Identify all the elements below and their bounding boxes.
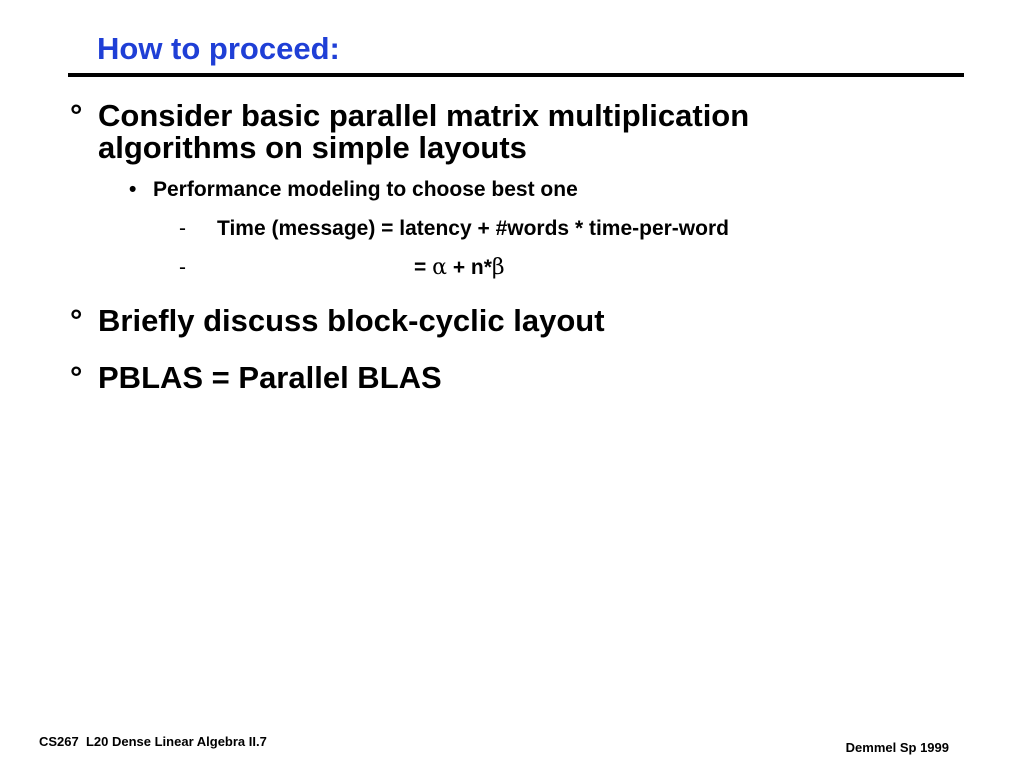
slide-title: How to proceed: — [97, 31, 340, 66]
bullet-text-line1: Consider basic parallel matrix multiplication — [98, 98, 750, 133]
dash-bullet-marker: - — [179, 217, 186, 240]
sub-sub-bullet-text: Time (message) = latency + #words * time-per-word — [217, 217, 729, 240]
n-times: n* — [470, 256, 492, 279]
footer-course-label: CS267 L20 Dense Linear Algebra II.7 — [39, 734, 267, 749]
bullet-text: PBLAS = Parallel BLAS — [98, 360, 442, 395]
degree-bullet-marker: ° — [70, 303, 83, 338]
plus-sign: + — [452, 256, 466, 279]
dash-bullet-marker: - — [179, 256, 186, 279]
footer-author-label: Demmel Sp 1999 — [845, 740, 949, 755]
dot-bullet-marker: • — [129, 178, 137, 201]
beta-symbol: β — [491, 255, 505, 280]
sub-bullet-text: Performance modeling to choose best one — [153, 178, 578, 201]
alpha-beta-formula — [414, 256, 505, 280]
degree-bullet-marker: ° — [70, 98, 83, 133]
alpha-symbol: α — [432, 255, 447, 280]
bullet-text: Briefly discuss block-cyclic layout — [98, 303, 605, 338]
bullet-text-line2: algorithms on simple layouts — [98, 130, 527, 165]
equals-sign: = — [414, 256, 427, 279]
degree-bullet-marker: ° — [70, 360, 83, 395]
title-divider — [68, 73, 964, 77]
